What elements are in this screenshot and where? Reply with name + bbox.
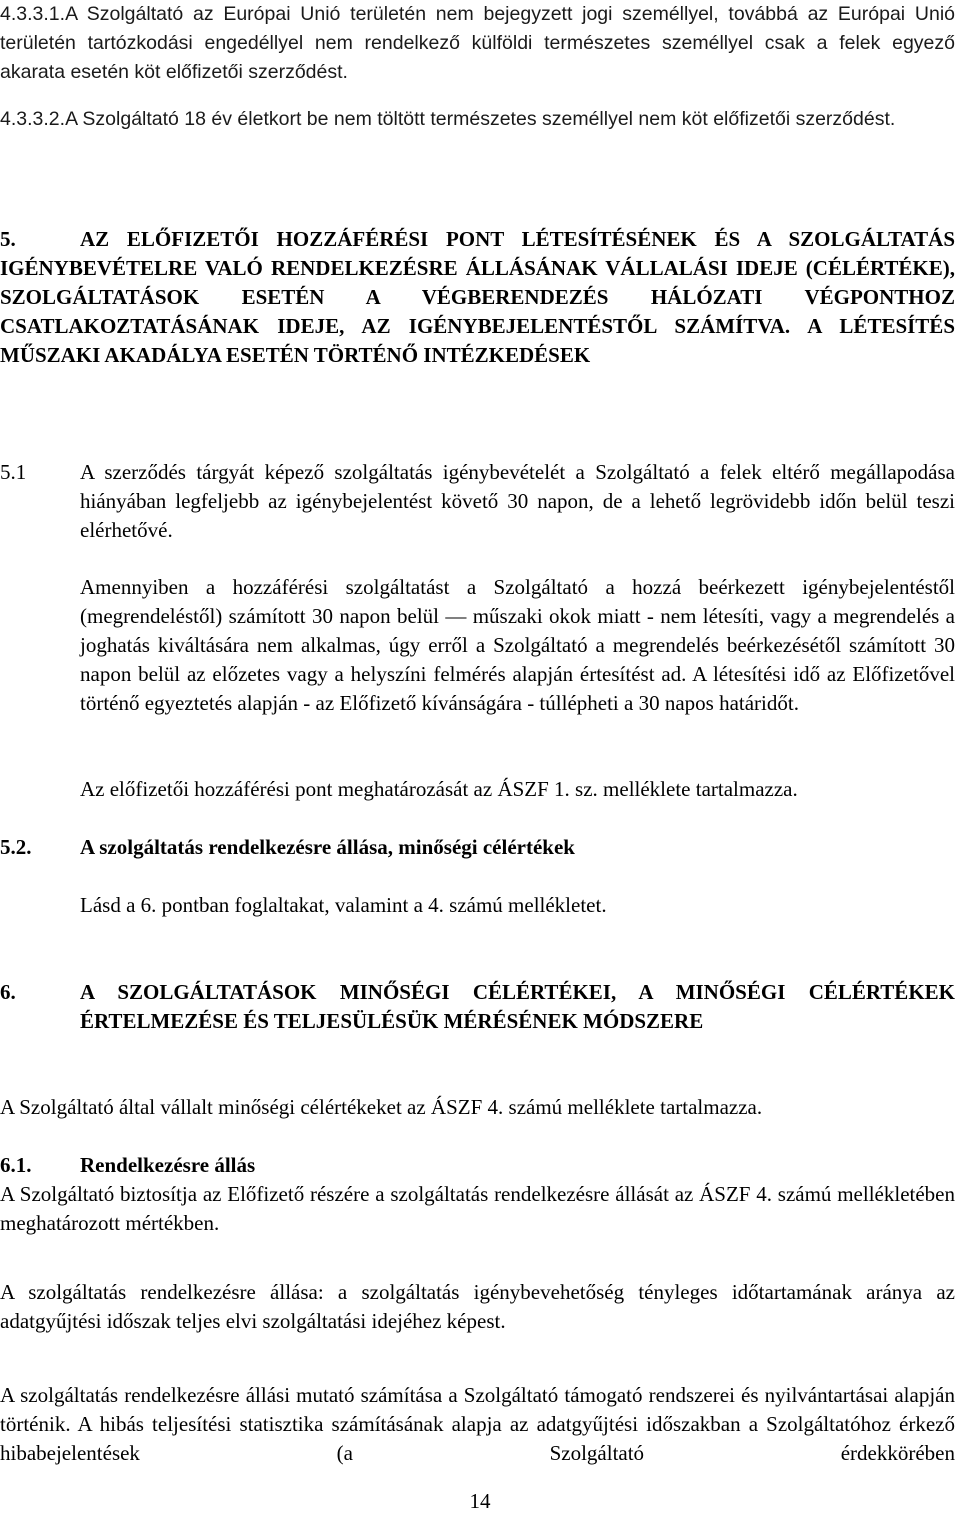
section-title: A SZOLGÁLTATÁSOK MINŐSÉGI CÉLÉRTÉKEI, A MINŐSÉGI CÉLÉRTÉKEK ÉRTELMEZÉSE ÉS TELJESÜLÉSÜK MÉRÉSÉNEK MÓDSZERE	[80, 980, 955, 1033]
clause-5-1-paragraph-2: Amennyiben a hozzáférési szolgáltatást a Szolgáltató a hozzá beérkezett igénybejelentéstől (megrendeléstől) számított 30 napon belül — műszaki okok miatt - nem létesíti, vagy a megrendelés a joghatás kiváltására nem alkalmas, úgy erről a Szolgáltató a megrendelés beérkezésétől számított 30 napon belül az előzetes vagy a helyszíni felmérés alapján értesítést ad. A létesítési idő az Előfizetővel történő egyeztetés alapján - az Előfizető kívánságára - túllépheti a 30 napos határidőt.	[80, 575, 955, 715]
section-heading-5-2	[0, 833, 955, 862]
clause-5-2-text: Lásd a 6. pontban foglaltakat, valamint a 4. számú mellékletet.	[80, 893, 607, 917]
clause-5-1-paragraph-3: Az előfizetői hozzáférési pont meghatározását az ÁSZF 1. sz. melléklete tartalmazza.	[80, 777, 798, 801]
section-6-1-paragraph-2: A szolgáltatás rendelkezésre állása: a szolgáltatás igénybevehetőség tényleges időtartamának aránya az adatgyűjtési időszak teljes elvi szolgáltatási idejéhez képest.	[0, 1280, 955, 1333]
clause-text: A Szolgáltató 18 év életkort be nem töltött természetes személlyel nem köt előfizetői szerződést.	[65, 108, 896, 130]
clause-number: 5.1	[0, 460, 27, 484]
section-heading-5	[0, 225, 955, 370]
section-number: 6.1.	[0, 1153, 32, 1177]
section-title: AZ ELŐFIZETŐI HOZZÁFÉRÉSI PONT LÉTESÍTÉSÉNEK ÉS A SZOLGÁLTATÁS IGÉNYBEVÉTELRE VALÓ RENDELKEZÉSRE ÁLLÁSÁNAK VÁLLALÁSI IDEJE (CÉLÉRTÉKE), SZOLGÁLTATÁSOK ESETÉN A VÉGBERENDEZÉS HÁLÓZATI VÉGPONTHOZ CSATLAKOZTATÁSÁNAK IDEJE, AZ IGÉNYBEJELENTÉSTŐL SZÁMÍTVA. A LÉTESÍTÉS MŰSZAKI AKADÁLYA ESETÉN TÖRTÉNŐ INTÉZKEDÉSEK	[0, 227, 955, 367]
clause-number: 4.3.3.2.	[0, 108, 66, 130]
section-title: Rendelkezésre állás	[80, 1153, 256, 1177]
clause-4-3-3-2	[0, 105, 955, 134]
section-number: 5.2.	[0, 835, 32, 859]
section-6-1-text: A Szolgáltató biztosítja az Előfizető részére a szolgáltatás rendelkezésre állását az ÁSZF 4. számú mellékletében meghatározott mértékben.	[0, 1182, 955, 1235]
section-number: 5.	[0, 227, 16, 251]
section-6-1-paragraph-3: A szolgáltatás rendelkezésre állási mutató számítása a Szolgáltató támogató rendszerei és nyilvántartásai alapján történik. A hibás teljesítési statisztika számításának alapja az adatgyűjtési időszakban a Szolgáltatóhoz érkező hibabejelentések (a Szolgáltató érdekkörében	[0, 1383, 955, 1465]
page-number: 14	[469, 1489, 491, 1513]
section-6-text: A Szolgáltató által vállalt minőségi célértékeket az ÁSZF 4. számú melléklete tartalmazza.	[0, 1095, 763, 1119]
clause-4-3-3-1	[0, 0, 955, 87]
section-number: 6.	[0, 980, 16, 1004]
section-heading-6	[0, 978, 955, 1036]
clause-5-1	[0, 458, 955, 545]
section-title: A szolgáltatás rendelkezésre állása, minőségi célértékek	[80, 835, 575, 859]
clause-number: 4.3.3.1.	[0, 3, 66, 25]
section-heading-6-1	[0, 1151, 955, 1180]
clause-text: A szerződés tárgyát képező szolgáltatás igénybevételét a Szolgáltató a felek eltérő megállapodása hiányában legfeljebb az igénybejelentést követő 30 napon, de a lehető legrövidebb időn belül teszi elérhetővé.	[80, 460, 955, 542]
clause-text: A Szolgáltató az Európai Unió területén nem bejegyzett jogi személlyel, továbbá az Európai Unió területén tartózkodási engedéllyel nem rendelkező külföldi természetes személlyel csak a felek egyező akarata esetén köt előfizetői szerződést.	[0, 3, 955, 83]
